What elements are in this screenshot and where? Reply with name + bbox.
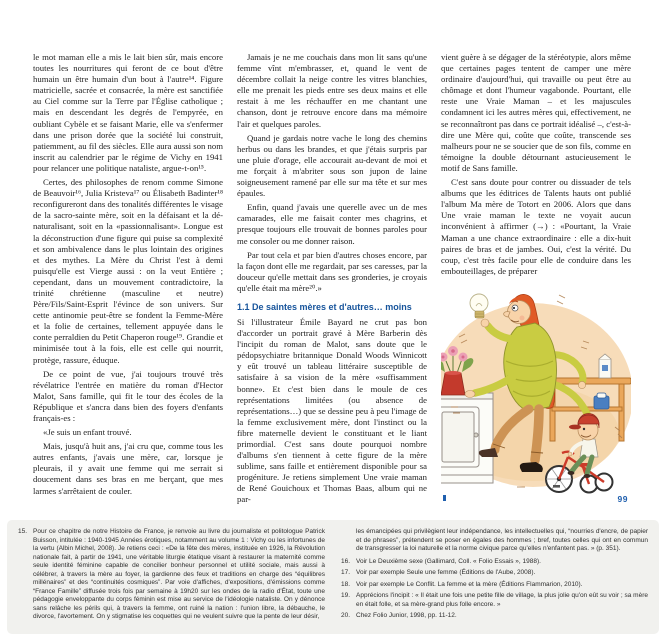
footnote-number: 16. [341,557,351,565]
paragraph: C'est sans doute pour contrer ou dissuader de tels albums que les éditrices de Talents hauts ont publié l'album Ma mère de Totort en 2006. Alors que dans Une vraie maman le texte ne voyait aucun inconvénient à affirmer (→) : «Pourtant, la Vraie Maman a une chance extraordinaire : elle a dix-huit paires de bras et de jambes. Oui, c'est la vérité. Du coup, c'est très facile pour elle de conduire dans les embouteillages, de préparer [441,177,631,276]
footnote-18 [341,581,648,590]
paragraph: De ce point de vue, j'ai toujours trouvé très révélatrice l'entrée en matière du roman d'Hector Malot, Sans famille, qui fit le tour des écoles de la République et s'ancra dans bien des foyers d'enfants français-es : [33,368,223,423]
paragraph: Si l'illustrateur Émile Bayard ne crut pas bon d'accorder un portrait gravé à Mère Barberin dès l'incipit du roman de Malot, sans doute que le pédopsychiatre britannique Donald Woods Winnicott y eût trouvé un tableau littéraire susceptible de satisfaire à sa vision de la mère «suffisamment bonne». Et c'est bien dans le moule de ces représentations limitées (ou absence de représentations…) que se dessine peu à peu l'image de la femme exclusivement mère, dont l'instinct ou la fibre maternelle devient le constituant et le liant primordial. C'est sans doute pourquoi nombre d'albums s'en tiennent à cette figure de la mère sublime, sans faille et entièrement disponible pour sa progéniture. Je retiens simplement Une vraie maman de René Gouichoux et Thomas Baas, album qui ne par- [237,316,427,505]
footnote-16 [341,558,648,567]
paragraph: vient guère à se dégager de la stéréotypie, alors même que certaines pages tentent de camper une mère ordinaire d'aujourd'hui, qui travaille ou peut être au chômage et dont l'humeur vagabonde. Pourtant, elle reste une Vraie Maman – et les majuscules condamnent ici les autres mères qui, effectivement, ne se reconnaîtront pas dans ce portrait idéalisé –, c'est-à-dire une Mère qui, coûte que coûte, transcende ses malheurs pour ne se soucier que de son fils, comme en témoigne la double détournant astucieusement le motif de Sans famille. [441,52,631,173]
footnote-17 [341,569,648,578]
quote-line: «Je suis un enfant trouvé. [43,427,132,438]
section-heading: 1.1 De saintes mères et d'autres… moins [237,301,412,312]
footnote-text: Voir par exemple Seule une femme (Éditions de l'Aube, 2008). [356,569,536,576]
quote-paragraph: Enfin, quand j'avais une querelle avec un de mes camarades, elle me faisait conter mes chagrins, et presque toujours elle trouvait de bonnes paroles pour me consoler ou me donner raison. [237,202,427,246]
paragraph: Certes, des philosophes de renom comme Simone de Beauvoir¹⁶, Julia Kristeva¹⁷ ou Élisabeth Badinter¹⁸ reconfigureront dans des tonalités différentes le visage de la sacro-sainte mère, soit en la défaisant et la dé-naturalisant, soit en la «passionnalisant». Longue est la déconstruction d'une figure qui puise sa complexité et son ambivalence dans le plus lointain des origines et des mythes. La Mère du Christ l'est à demi puisqu'elle est Vierge aussi : on la veut Entière ; cependant, dans un mouvement contradictoire, la trinité chrétienne (masculine et neutre) Père/Fils/Saint-Esprit l'évince de son univers. Sur cette antinomie peut-être se fondent la Femme-Mère et la folie de certaines, tellement appuyée dans le conte perraldien du Petit Chaperon rouge¹⁹. Grandie et minimisée tout à la fois, elle est celle qui nourrit, protège, rassure, éduque. [33,177,223,365]
footnote-text: Pour ce chapitre de notre Histoire de France, je renvoie au livre du journaliste et politologue Patrick Buisson, intitulée : 1940-1945 Années érotiques, notamment au volume 1 : Vichy ou les infortunes de la vertu (Albin Michel, 2008). Je retiens ceci : «De la fête des mères, instituée en 1926, la Révolution nationale fait, à partir de 1941, une véritable liturgie étatique visant à restaurer la maternité comme seule identité féminine capable de concilier bonheur personnel et utilité sociale, mais aussi à célébrer, à travers la mère au foyer, la gardienne des feux et traditions en charge des “équilibres millénaires” et des “continuités cosmiques”. Par voie d'affiches, d'expositions, d'émissions comme “France Famille” diffusée trois fois par semaine à 19h20 sur les ondes de la radio d'État, toute une pédagogie enveloppante du corps féminin est mise au service de l'idéologie nataliste. On y dénonce sans relâche les périls qui, à travers la femme, ont ruiné la nation : l'union libre, la débauche, le divorce, l'avortement. On y stigmatise les coquettes qui ne veulent suivre que la pente de leur désir, [33,528,325,620]
quote-paragraph: Quand je gardais notre vache le long des chemins herbus ou dans les brandes, et que j'étais surpris par une pluie d'orage, elle accourait au-devant de moi et me forçait à m'abriter sous son jupon de laine soigneusement ramené par elle sur ma tête et sur mes épaules. [237,132,427,199]
carton-icon [599,354,611,378]
footnote-text: Voir par exemple Le Conflit. La femme et la mère (Éditions Flammarion, 2010). [356,580,583,588]
multitasking-mother-illustration [441,281,631,496]
quote-paragraph: Jamais je ne me couchais dans mon lit sans qu'une femme vînt m'embrasser, et, quand le vent de décembre collait la neige contre les vitres blanchies, elle me prenait les pieds entre ses deux mains et elle restait à me les réchauffer en me chantant une chanson, dont je retrouve encore dans ma mémoire l'air et quelques paroles. [237,52,427,129]
footnote-number: 18. [341,580,351,588]
footnote-text: Apprécions l'incipit : « Il était une fois une petite fille de village, la plus jolie qu'on eût su voir ; sa mère en était folle, et sa mère-grand plus folle encore. » [356,592,648,608]
footnote-19 [341,592,648,609]
footnotes-left-column [18,528,325,634]
paragraph: le mot maman elle a mis le lait bien sûr, mais encore toutes les nourritures qui feront de ce bout d'être humain un être humain d'un bout à l'autre¹⁴. Figure matricielle, sacrée et consacrée, la mère est sanctifiée au Ciel comme sur la Terre par l'Église catholique ; mais en descendant les degrés de l'empyrée, en oubliant Cybèle et se faisant Marie, elle va s'enfermer dans une prison dorée que la société lui construit, patiemment, au fil des siècles. Elle aura aussi son nom inscrit au calendrier par le régime de Vichy en 1941 pour relancer une politique nataliste, argue-t-on¹⁵. [33,52,223,173]
quote-paragraph: Mais, jusqu'à huit ans, j'ai cru que, comme tous les autres enfants, j'avais une mère, car, lorsque je pleurais, il y avait une femme qui me serrait si doucement dans ses bras en me berçant, que mes larmes s'arrêtaient de couler. [33,441,223,496]
main-text-columns [33,52,633,516]
quote-paragraph: Par tout cela et par bien d'autres choses encore, par la façon dont elle me regardait, par ses caresses, par la douceur qu'elle mettait dans ses gronderies, je croyais qu'elle était ma mère²⁰.» [237,249,427,293]
footnote-number: 17. [341,569,351,576]
footnote-number: 15. [18,528,28,535]
text-column-2 [237,52,427,516]
footnote-number: 20. [341,612,351,619]
footer-marker-icon [443,495,446,501]
footnotes-right-column [341,528,648,634]
footnote-text: Chez Folio Junior, 1998, pp. 11-12. [356,612,457,619]
cabinet [441,393,493,483]
footnote-15-continuation: les émancipées qui privilègient leur indépendance, les intellectuelles qui, “nourries d'encre, de papier et de phrases”, prétendent se poser en égales des hommes ; bref, toutes celles qui ont en commun de transgresser la loi naturelle et la norme civique parce qu'elles n'enfantent pas. » (p. 351). [356,528,648,552]
text-column-3 [441,52,631,516]
page-number: 99 [617,493,628,504]
text-column-1 [33,52,223,516]
footnote-20 [341,612,648,621]
footnote-text: Voir Le Deuxième sexe (Gallimard, Coll. « Folio Essais », 1988). [356,557,541,565]
footnote-15 [18,528,325,622]
footnotes-panel [7,520,659,634]
footnote-number: 19. [341,592,351,599]
illustration-figure [441,281,631,505]
